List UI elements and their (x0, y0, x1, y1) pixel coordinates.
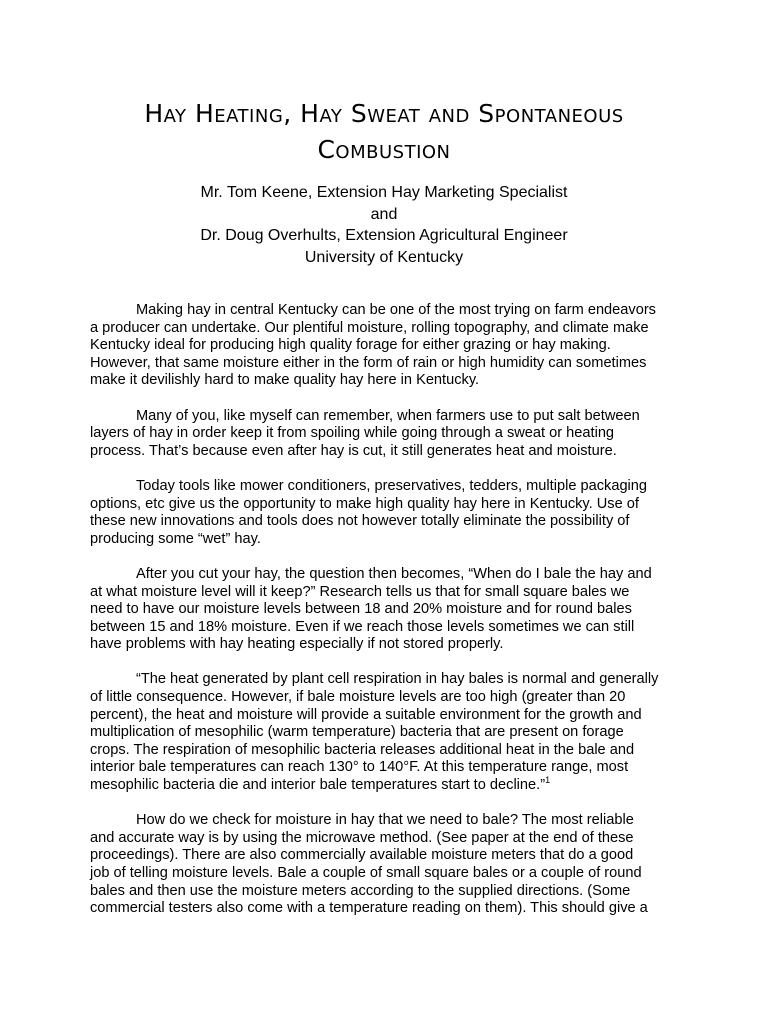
paragraph (90, 302, 686, 390)
author-line: University of Kentucky (304, 248, 464, 266)
text-line: make it devilishly hard to make quality hay here in Kentucky. (90, 372, 480, 389)
text-line: percent), the heat and moisture will provide a suitable environment for the growth and (90, 706, 642, 723)
text-line: interior bale temperatures can reach 130° to 140°F. At this temperature range, most (90, 759, 629, 776)
text-line: producing some “wet” hay. (90, 530, 261, 547)
paragraph (90, 408, 686, 461)
text-line: a producer can undertake. Our plentiful moisture, rolling topography, and climate make (90, 319, 649, 336)
text-line: have problems with hay heating especially if not stored properly. (90, 636, 504, 653)
text-line: bales and then use the moisture meters according to the supplied directions. (Some (90, 882, 631, 899)
author-line: and (370, 205, 398, 223)
quoted-paragraph (90, 671, 686, 794)
author-line: Mr. Tom Keene, Extension Hay Marketing Specialist (200, 184, 568, 201)
text-line: After you cut your hay, the question then becomes, “When do I bale the hay and (136, 565, 652, 582)
text-line (90, 777, 686, 795)
text-line: these new innovations and tools does not however totally eliminate the possibility of (90, 513, 630, 530)
text-line: and accurate way is by using the microwave method. (See paper at the end of these (90, 829, 634, 846)
text-line: crops. The respiration of mesophilic bacteria releases additional heat in the bale and (90, 741, 635, 758)
text-line: Kentucky ideal for producing high quality forage for either grazing or hay making. (90, 337, 611, 354)
text-line: proceedings). There are also commercially available moisture meters that do a good (90, 847, 634, 864)
text-line: “The heat generated by plant cell respiration in hay bales is normal and generally (136, 671, 659, 688)
text-line: However, that same moisture either in the form of rain or high humidity can sometimes (90, 354, 647, 371)
text-line: layers of hay in order keep it from spoiling while going through a sweat or heating (90, 425, 615, 442)
text-line: How do we check for moisture in hay that we need to bale? The most reliable (136, 812, 634, 829)
text-line-content: mesophilic bacteria die and interior bale temperatures start to decline.” (90, 777, 546, 794)
title-line-1: Hay Heating, Hay Sweat and Spontaneous (144, 99, 624, 128)
text-line: process. That’s because even after hay is cut, it still generates heat and moisture. (90, 442, 617, 459)
text-line: job of telling moisture levels. Bale a couple of small square bales or a couple of round (90, 865, 642, 881)
body-text (90, 302, 686, 935)
document-title (60, 96, 708, 168)
text-line: Many of you, like myself can remember, when farmers use to put salt between (136, 407, 640, 424)
author-line: Dr. Doug Overhults, Extension Agricultural Engineer (200, 227, 568, 244)
author-block (60, 182, 708, 268)
text-line: multiplication of mesophilic (warm temperature) bacteria that are present on forage (90, 724, 624, 741)
text-line: Making hay in central Kentucky can be one of the most trying on farm endeavors (136, 302, 656, 318)
text-line: options, etc give us the opportunity to make high quality hay here in Kentucky. Use of (90, 495, 639, 512)
paragraph (90, 566, 686, 654)
paragraph (90, 478, 686, 548)
text-line: of little consequence. However, if bale moisture levels are too high (greater than 20 (90, 689, 626, 706)
text-line: Today tools like mower conditioners, preservatives, tedders, multiple packaging (136, 477, 648, 494)
title-line-2: Combustion (317, 135, 451, 164)
text-line: between 15 and 18% moisture. Even if we reach those levels sometimes we can still (90, 618, 635, 635)
paragraph (90, 812, 686, 918)
footnote-reference: 1 (545, 775, 551, 786)
text-line: need to have our moisture levels between 18 and 20% moisture and for round bales (90, 601, 632, 618)
text-line: at what moisture level will it keep?” Research tells us that for small square bales we (90, 583, 630, 600)
text-line: commercial testers also come with a temperature reading on them). This should give a (90, 900, 648, 917)
